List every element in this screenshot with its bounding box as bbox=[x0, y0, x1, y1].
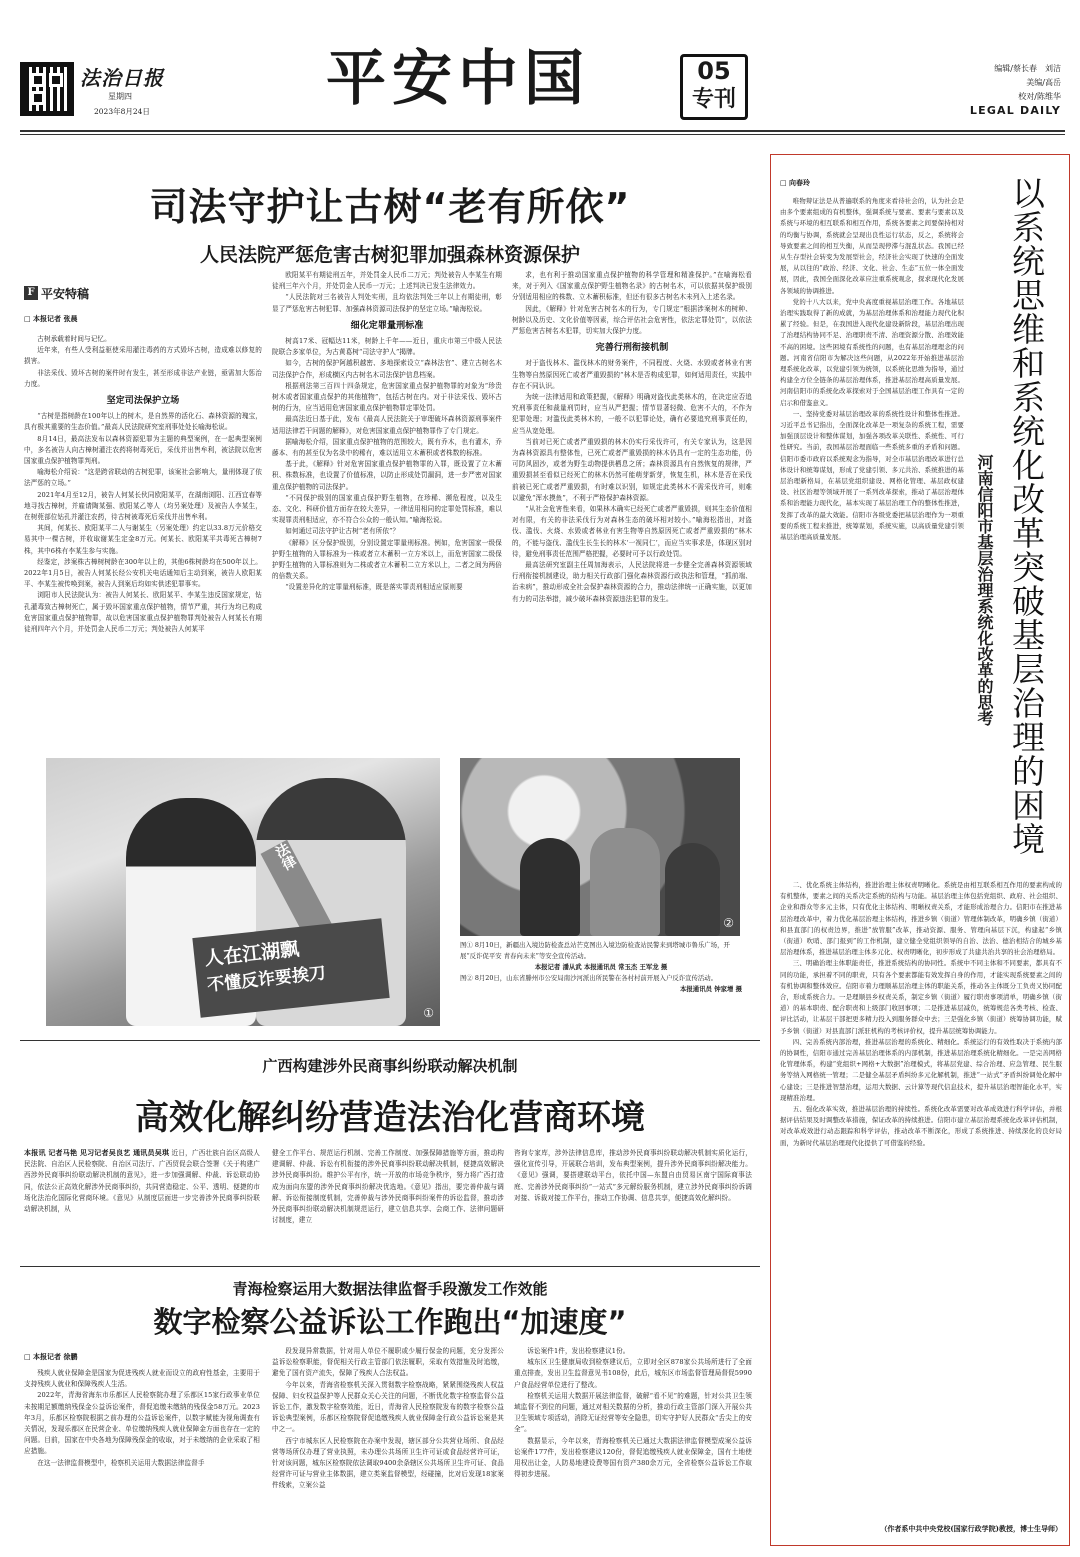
photo2-figure-1 bbox=[520, 838, 580, 936]
page-badge bbox=[680, 54, 748, 120]
article1-col2: 欧阳某平有期徒刑五年，并处罚金人民币二万元；判处被告人李某生有期徒刑三年六个月，并处罚金人民币一万元；上述判决已发生法律效力。 “人民法院对三名被告人判处实刑，且均依法判处三年以上有期徒刑，彰显了严惩危害古树犯罪、加强森林资源司法保护的坚定立场。”喻海松说。 细化定罪量刑标准 树高17米、冠幅达11米，树龄上千年——近日，重庆市第三中级人民法院联合多家单位，为古黄葛树“司法守护人”揭牌。 如今，古树的保护阿越积越密、多地探索设立“森林法官”、建立古树名木司法保护合作，形成横区内古树名木司法保护信息档案。 根据刑法第三百四十四条规定，危害国家重点保护植物罪的对象为“珍贵树木或者国家重点保护的其他植物”，包括古树在内。对于非法采伐、毁坏古树的行为，应当适用危害国家重点保护植物罪定罪处罚。 最高法近日基于此，发布《最高人民法院关于审理破坏森林资源刑事案件适用法律若干问题的解释》，对危害国家重点保护植物罪作了专门规定。 据喻海松介绍，国家重点保护植物的范围较大，既有乔木，也有灌木，乔藤本、有的甚至仅为名录中的稀有，难以适用立木蓄积或者株数的标准。 基于此，《解释》针对危害国家重点保护植物罪的入罪，既设置了立木蓄积、株数标准，也设置了价值标准，以防止形成处罚漏洞，进一步严密对国家重点保护植物的司法保护。 “不同保护级别的国家重点保护野生植物，在珍稀、濒危程度，以及生态、文化、科研价值方面存在较大差异，一律适用相同的定罪处罚标准，难以实现罪责刑相适应，亦不符合公众的一般认知。”喻海松说。 如何通过司法守护让古树“老有所依”？ 《解释》区分保护级别，分别设置定罪量刑标准。例如，危害国家一级保护野生植物的入罪标准为一株或者立木蓄积一立方米以上，而危害国家二级保护野生植物的入罪标准则为二株或者立木蓄积二立方米以上，二者之间为两倍的倍数关系。 “设置差异化的定罪量刑标准，既是落实罪责刑相适应原则要 bbox=[272, 271, 502, 592]
photo2-figure-2 bbox=[590, 828, 660, 936]
sidebar-text-top: 唯物辩证法是从普遍联系的角度来看待社会的，认为社会是由多个要素组成的有机整体，强调系统与要素、要素与要素以及系统与环境的相互联系和相互作用，系统各要素之间要保持相对的均衡与协调，系统就会呈现出良性运行状态，反之，系统将会导致要素之间的相互失衡，从而呈现停滞与混乱状态。我国已经从生存型社会转变为发展型社会，经济社会实现了快速的全面发展，从以往的“政治、经济、文化、社会、生态”五位一体全面发展，因此，我国全面深化改革应注重系统观念，探求现代化发展各领域的协调推进。 党的十八大以来，党中央高度重视基层治理工作。各地基层治理实践取得了新的成就，为基层治理体系和治理能力现代化积累了经验。但是，在我国进入现代化建设新阶段，基层治理出现了治理结构协同不足、治理职责不清、治理资源分散、治理效能不高的困境。这些困境有系统性的问题，也有基层治理理念的问题。河南省信阳市为解决这些问题，从2022年开始推进基层治理系统化改革，以党建引领为统领，以系统化思维为指导，通过构建全方位全链条的基层治理体系，推进基层治理高质量发展。河南信阳市的系统化改革探索对于全国基层治理工作具有一定的启示和借鉴意义。 一、坚持党委对基层治理改革的系统性设计和整体性推进。习近平总书记指出，全面深化改革是一项复杂的系统工程，需要加强顶层设计和整体谋划，加强各项改革关联性、系统性、可行性研究。当前，我国基层治理面临一些系统多重的矛盾和问题。信阳市委市政府以系统观念为指导，对全市基层治理改革进行总体设计和统筹谋划，形成了党建引领、多元共治、系统推进的基层治理新格局，在基层党组织建设、网格化管理、基层政权建设、社区治理等领域开展了一系列改革探索，推动了基层治理体系和治理能力现代化，基本实现了基层治理工作的整体性推进，发挥了改革的最大效能。信阳市各级党委把基层治理作为一项重要的系统工程来推进，统筹谋划，系统实施，以高质量党建引领基层治理高质量发展。 bbox=[780, 197, 964, 542]
column-tag-icon: F bbox=[24, 286, 38, 300]
photo-captions: 图① 8月10日，新疆出入境边防检查总站芒克图出入境边防检查站民警来到塔城市鲁乐广场，开展“反诈促平安 青春向未来”等安全宣传活动。 本报记者 潘从武 本报通讯员 常玉杰 王军龙 摄 图② 8月20日，山东省滕州市公安局南沙河派出所民警在各村村前开展入户反诈宣传活动。 本报通讯员 钟家增 摄 bbox=[460, 941, 742, 993]
article1-subtitle: 人民法院严惩危害古树犯罪加强森林资源保护 bbox=[199, 244, 580, 266]
article3-title: 数字检察公益诉讼工作跑出“加速度” bbox=[153, 1305, 627, 1339]
article2-col1: 本报讯 记者马艳 见习记者吴良艺 通讯员吴琪 近日，广西壮族自治区高级人民法院、自治区人民检察院、自治区司法厅、广西贸促会联合签署《关于构建广西涉外民商事纠纷联动解决机制的意见》，进一步加强调解、仲裁、诉讼联动协同，依法公正高效化解涉外民商事纠纷，共同营造稳定、公平、透明、便捷的市场化法治化国际化营商环境。《意见》从制度层面进一步完善涉外民商事纠纷联动解决机制，从 bbox=[24, 1149, 260, 1214]
article3-col2: 段发现异常数据，针对用人单位不履职或少履行保金的问题，充分发挥公益诉讼检察职能，督促相关行政主管部门依法履职，采取有效措施及时追缴，避免了国有资产流失，保障了残疾人合法权益。 今年以来，青海省检察机关深入贯彻数字检察战略，紧紧围绕残疾人权益保障、妇女权益保护等人民群众关心关注的问题，不断优化数字检察监督公益诉讼工作，激发数字检察效能，近日，青海省人民检察院发布的数字检察公益诉讼典型案例，乐都区检察院督促追缴残疾人就业保障金行政公益诉讼案是其中之一。 西宁市城东区人民检察院在办案中发现，辖区部分公共营业场所、食品经营等场所仅办理了营业执照，未办理公共场所卫生许可证或食品经营许可证，针对该问题，城东区检察院依法调取9400余条辖区公共场所卫生许可证、食品经营许可证与营业主体数据，建立类案监督模型，经碰撞，比对后发现18家案件线索，立案公益 bbox=[272, 1347, 504, 1490]
subhead-2: 细化定罪量刑标准 bbox=[350, 320, 424, 331]
divider-2 bbox=[20, 1266, 760, 1267]
sidebar-title: 以系统思维和系统化改革突破基层治理的困境 bbox=[1007, 176, 1046, 856]
photo-2 bbox=[460, 758, 740, 936]
article2-kicker: 广西构建涉外民商事纠纷联动解决机制 bbox=[262, 1057, 518, 1075]
issue-date: 2023年8月24日 bbox=[94, 107, 150, 116]
divider-1 bbox=[20, 1040, 760, 1041]
article3-byline: □ 本报记者 徐鹏 bbox=[24, 1353, 78, 1361]
section-title: 平安中国 bbox=[326, 44, 590, 114]
photo2-figure-3 bbox=[665, 843, 720, 936]
masthead-rule-thin bbox=[20, 134, 1065, 135]
article1-col1: 古树承载着时间与记忆。 近年来，有些人受利益驱使采用灌注毒药的方式毁坏古树，造成难以修复的损害。 非法采伐、毁坏古树的案件时有发生，甚至形成非法产业链，亟需加大惩治力度。 坚定司法保护立场 “古树是指树龄在100年以上的树木，是自然界的活化石、森林资源的瑰宝，具有极其重要的生态价值。”最高人民法院研究室刑事处处长喻海松说。 8月14日，最高法发布以森林资源犯罪为主题的典型案例，在一起典型案例中，多名被告人向古樟树灌注农药将树毒死后，采伐并出售牟利，被法院以危害国家重点保护植物罪判刑。 喻海松介绍说：“这是跨省联动的古树犯罪，该案社会影响大，量刑体现了依法严惩的立场。” 2021年4月至12月，被告人何某长伙同欧阳某平，在湖南浏阳、江西宜春等地寻找古樟树，并雇请陶某强、欧阳某乙等人（均另案处理）及被告人李某生，在树蔸部位钻孔并灌注农药，待古树被毒死后采伐并出售牟利。 其间，何某长、欧阳某平二人与谢某生（另案处理）约定以33.8万元价格交易其中一棵古树，并收取谢某生定金8万元。何某长、欧阳某平共毒死古樟树7株，其中6株有李某生参与实施。 经鉴定，涉案株古樟树树龄在300年以上的，其他6株树龄均在500年以上。2022年1月5日，被告人何某长经公安机关电话通知后主动到案，被告人欧阳某平、李某生被传唤到案，被告人到案后均如实供述犯罪事实。 浏阳市人民法院认为：被告人何某长、欧阳某平、李某生违反国家规定，钻孔灌毒致古樟树死亡，属于毁坏国家重点保护植物，情节严重，其行为均已构成危害国家重点保护植物罪，故以危害国家重点保护植物罪判处被告人何某长有期徒刑四年六个月，并处罚金人民币二万元；判处被告人何某平 bbox=[24, 335, 262, 634]
photo1-slogan-board: 人在江湖飘 不懂反诈要挨刀 bbox=[192, 918, 389, 1017]
article2-col2: 健全工作平台、规范运行机制、完善工作制度、加强保障措施等方面，推动构建调解、仲裁、诉讼有机衔接的涉外民商事纠纷联动解决机制，便捷高效解决涉外民商事纠纷。维护公平有序，统一开放的市场竞争秩序，努力将广西打造成为面向东盟的涉外民商事纠纷解决优选地。《意见》指出，要完善仲裁与调解、诉讼衔接制度机制，完善仲裁与涉外民商事纠纷案件的诉讼监督，推动涉外民商事纠纷联动解决机制规范运行，建立信息共享、会商工作、法律问题研讨制度，建立 bbox=[272, 1149, 504, 1225]
article1-title: 司法守护让古树“老有所依” bbox=[149, 185, 631, 229]
article1-byline: □ 本报记者 张晨 bbox=[24, 315, 78, 323]
subhead-1: 坚定司法保护立场 bbox=[106, 396, 180, 407]
sidebar-byline: □ 向春玲 bbox=[780, 179, 811, 187]
article1-col3: 求，也有利于推动国家重点保护植物的科学管理和精准保护。”在喻海松看来，对于列入《国家重点保护野生植物名录》的古树名木，可以依据其保护级别分别适用相应的株数、立木蓄积标准，但还有很多古树名木未列入上述名录。 因此，《解释》针对危害古树名木的行为，专门规定“根据涉案树木的树种、树龄以及历史、文化价值等因素，综合评估社会危害性，依法定罪处罚”，以依法严惩危害古树名木犯罪，切实加大保护力度。 完善行刑衔接机制 对于盗伐林木、滥伐林木的财务案件，不同程度、火烧、水毁或者林业有害生物等自然原因死亡或者严重毁损的“林木是否构成犯罪，如何适用责任，实践中存在不同认识。 为统一法律适用和政策把握，《解释》明确对盗伐此类林木的，在决定应否追究刑事责任和裁量刑罚时，应当从严把握；情节显著轻微、危害不大的，不作为犯罪处理；对滥伐此类林木的，一般不以犯罪论处，确有必要追究刑事责任的，应当从宽处理。 当前对已死亡或者严重毁损的林木仍实行采伐许可，有关专家认为，这是因为森林资源具有整体性，已死亡或者严重毁损的林木仍具有一定的生态功能，仍可防风固沙，或者为野生动物提供栖息之所；森林资源具有自然恢复的规律，严重毁损甚至看似已经死亡的林木仍然可能萌芽新芽，恢复生机，林木是否在采伐前被已死亡或者严重毁损，有时难以识别，如规定此类林木不需采伐许可，则难以避免“浑水摸鱼”，不利于严格保护森林资源。 “从社会危害性来看，如果林木确实已经死亡或者严重毁损，则其生态价值相对有限，有关的非法采伐行为对森林生态的破坏相对较小。”喻海松指出，对盗伐、滥伐、火烧、水毁或者林业有害生物等自然原因死亡或者严重毁损的“林木的，不能与盗伐、滥伐生长生长的林木‘一视同仁’，而应当实事求是，体现区别对待，避免刑事责任范围严格把握，必要时可予以行政处罚。 最高法研究室副主任周加海表示，人民法院将进一步健全完善森林资源领域行刑衔接机制建设，助力相关行政部门强化森林资源行政执法和管理，“抓前端、治未病”，推动形成全社会保护森林资源的合力，推动法律统一正确实施，以更加有力的司法举措，减少破坏森林资源违法犯罪的发生。 bbox=[512, 271, 752, 603]
credits: 编辑/蔡长春 刘洁 美编/高岳 校对/陈维华 bbox=[994, 64, 1061, 101]
article3-col3: 诉讼案件1件，发出检察建议1份。 城东区卫生健康局收到检察建议后，立即对全区878家公共场所进行了全面重点排查，发出卫生监督意见书108份，此后，城东区市场监督管理局督促5990户食品经营单位进行了整改。 检察机关运用大数据开展法律监督，破解“看不见”的难题，针对公共卫生领域监督不到位的问题，通过对相关数据的分析，推动行政主管部门深入开展公共卫生领域专项活动，消除无证经营等安全隐患，切实守护好人民群众“舌尖上的安全”。 数据显示，今年以来，青海检察机关已通过大数据法律监督模型成案公益诉讼案件177件，发出检察建议120份，督促追缴残疾人就业保障金，国有土地使用权出让金，人防易地建设费等国有资产380余万元，全省检察公益诉讼工作取得初步进展。 bbox=[514, 1347, 752, 1479]
photo2-number: ② bbox=[723, 916, 734, 930]
article3-kicker: 青海检察运用大数据法律监督手段激发工作效能 bbox=[232, 1280, 548, 1298]
sidebar-author-note: （作者系中共中央党校(国家行政学院)教授，博士生导师） bbox=[880, 1524, 1062, 1533]
qr-code bbox=[20, 62, 74, 116]
photo-1 bbox=[46, 758, 440, 1026]
sidebar-text-bottom: 二、优化系统主体结构，推进治理主体权责明晰化。系统是由相互联系相互作用的要素构成的有机整体，要素之间的关系决定系统的结构与功能。基层治理主体包括党组织、政府、社会组织、企业和群众等多元主体，只有优化主体结构、明晰权责关系，才能形成治理合力。信阳市在推进基层治理改革中，着力优化基层治理主体结构，推进乡镇（街道）管理体制改革，明确乡镇（街道）和县直部门的权责边界，推进“放管服”改革，推动资源、服务、管理向基层下沉，构建起“乡镇（街道）吹哨、部门报到”的工作机制，建立健全党组织领导的自治、法治、德治相结合的城乡基层治理体系，推进基层治理主体多元化、权责明晰化，初步形成了共建共治共享的社会治理格局。 三、明确治理主体职能责任，推进系统结构的协同性。系统中不同主体和不同要素，都具有不同的功能，承担着不同的职责，只有各个要素都能有效发挥自身的作用，才能实现系统要素之间的有机协调和整体效应。信阳市着力理顺基层治理主体的职能关系，推动各主体既分工负责又协同配合，形成系统合力。一是理顺县乡权责关系，制定乡镇（街道）履行职责事项清单，明确乡镇（街道）的基本职责、配合职责和上级部门收回事项；二是推进基层减负，统筹规范各类考核、检查、评比活动，让基层干部把更多精力投入到服务群众中去；三是强化乡镇（街道）统筹协调功能，赋予乡镇（街道）对县直部门派驻机构的考核评价权，提升基层统筹协调能力。 四、完善系统内部治理，推进基层治理的系统化、精细化。系统运行的有效性取决于系统内部的协调性，信阳市通过完善基层治理体系的内部机制，推进基层治理系统化精细化。一是完善网格化管理体系，构建“党组织+网格+大数据”治理模式，将基层党建、综合治理、应急管理、民生服务等纳入网格统一管理；二是健全基层矛盾纠纷多元化解机制，推进“一站式”矛盾纠纷调处化解中心建设；三是推进智慧治理，运用大数据、云计算等现代信息技术，提升基层治理智能化水平，实现精准治理。 五、强化改革实效，推进基层治理的持续性。系统化改革需要对改革成效进行科学评估，并根据评估结果及时调整改革措施，保证改革的持续推进。信阳市建立基层治理系统化改革评估机制，对改革成效进行动态跟踪和科学评估，推动改革不断深化，形成了系统推进、持续深化的良好局面，为新时代基层治理现代化提供了可借鉴的经验。 bbox=[780, 881, 1062, 1147]
page-type: 专刊 bbox=[691, 87, 736, 112]
legal-daily-logo: LEGAL DAILY bbox=[969, 104, 1061, 117]
weekday: 星期四 bbox=[108, 92, 132, 101]
paper-name: 法治日报 bbox=[80, 66, 164, 90]
masthead-rule bbox=[20, 130, 1065, 132]
article2-title: 高效化解纠纷营造法治化营商环境 bbox=[135, 1098, 645, 1138]
article2-col3: 咨询专家库，涉外法律信息库，推动涉外民商事纠纷联动解决机制实质化运行，强化宣传引导，开展联合培训，发布典型案例，提升涉外民商事纠纷解决能力。《意见》强调，要搭建联动平台，依托中国—东盟自由贸易区南宁国际商事法庭、完善涉外民商事纠纷“一站式”多元解纷服务机制，建立涉外民商事纠纷诉调对接、诉裁对接工作平台，推动工作协调、信息共享，便捷高效化解纠纷。 bbox=[514, 1149, 752, 1202]
page-number: 05 bbox=[697, 57, 731, 85]
article3-col1: 残疾人就业保障金是国家为促进残疾人就业而设立的政府性基金，主要用于支持残疾人就业和保障残疾人生活。 2022年，青海省海东市乐都区人民检察院办理了乐都区15家行政事业单位未按期足额缴纳残保金公益诉讼案件，督促追缴未缴纳的残保金58万元。2023年3月，乐都区检察院根据之前办理的公益诉讼案件，以数字赋能为视角调查有关情况，发现乐都区在民营企业、单位缴纳残疾人就业保障金方面也存在一定的问题。目前，国家在中央各地为保障残保金的收取，对于未缴纳的企业采取了相应措施。 在这一法律监督模型中，检察机关运用大数据法律监督手 bbox=[24, 1369, 260, 1467]
sidebar-subtitle: 河南信阳市基层治理系统化改革的思考 bbox=[975, 454, 994, 726]
subhead-3: 完善行刑衔接机制 bbox=[595, 343, 669, 354]
photo1-sash: 法律 bbox=[261, 840, 358, 987]
photo1-number: ① bbox=[423, 1006, 434, 1020]
column-tag: F 平安特稿 bbox=[24, 284, 89, 302]
